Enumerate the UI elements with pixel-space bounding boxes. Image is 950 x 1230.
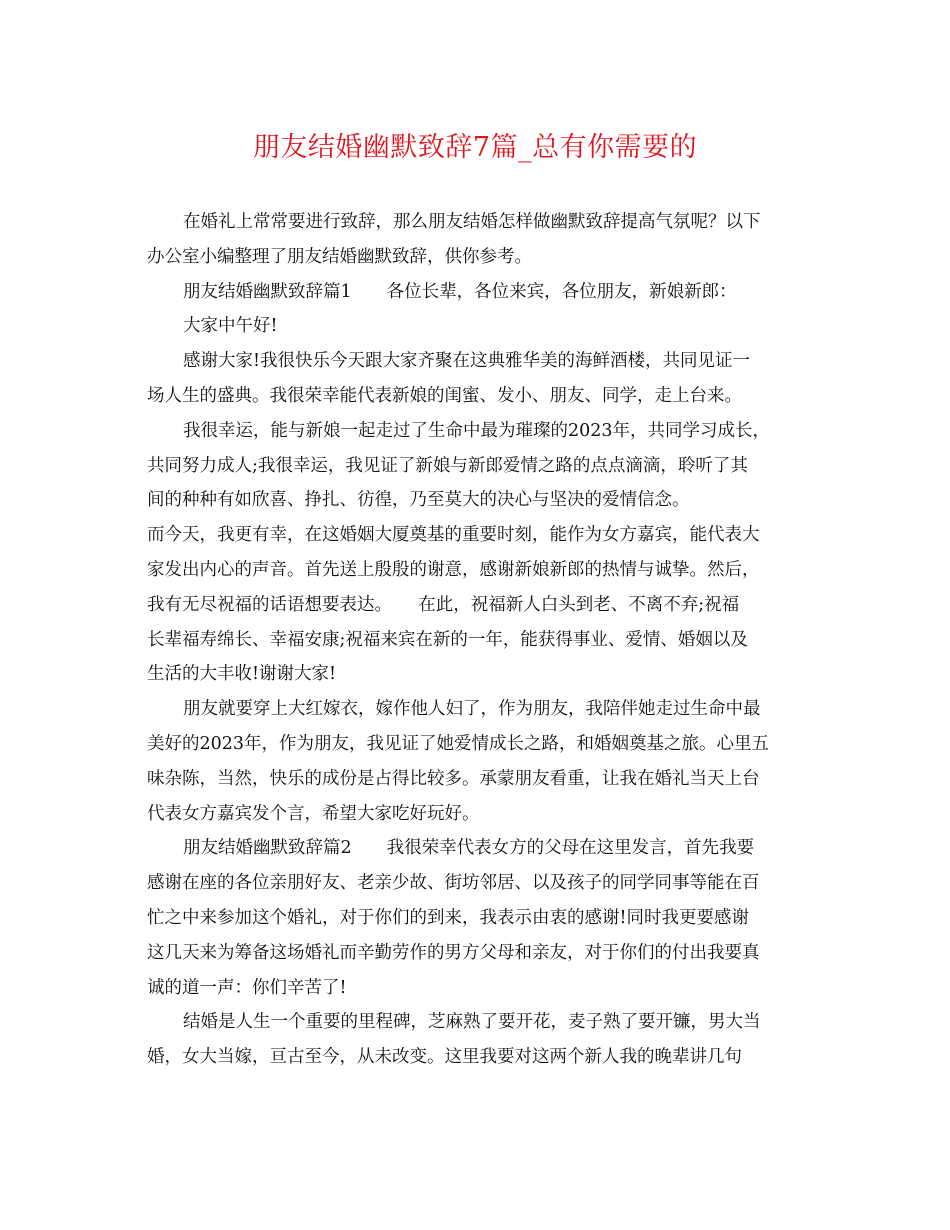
text-line: 味杂陈，当然，快乐的成份是占得比较多。承蒙朋友看重，让我在婚礼当天上台 [147,768,760,789]
text-line: 感谢在座的各位亲朋好友、老亲少故、街坊邻居、以及孩子的同学同事等能在百 [147,873,760,894]
text-line: 共同努力成人;我很幸运，我见证了新娘与新郎爱情之路的点点滴滴，聆听了其 [147,455,748,476]
document-title: 朋友结婚幽默致辞7篇_总有你需要的 [252,132,698,163]
text-line: 代表女方嘉宾发个言，希望大家吃好玩好。 [147,803,480,824]
text-line: 大家中午好! [183,316,278,337]
text-line: 婚，女大当嫁，亘古至今，从未改变。这里我要对这两个新人我的晚辈讲几句 [147,1047,742,1068]
text-line: 长辈福寿绵长、幸福安康;祝福来宾在新的一年，能获得事业、爱情、婚姻以及 [147,629,748,650]
text-line: 场人生的盛典。我很荣幸能代表新娘的闺蜜、发小、朋友、同学，走上台来。 [147,385,742,406]
text-line: 间的种种有如欣喜、挣扎、彷徨，乃至莫大的决心与坚决的爱情信念。 [147,490,690,511]
text-line: 在婚礼上常常要进行致辞，那么朋友结婚怎样做幽默致辞提高气氛呢？以下 [183,212,761,232]
text-line: 诚的道一声：你们辛苦了! [147,977,347,998]
text-line: 这几天来为筹备这场婚礼而辛勤劳作的男方父母和亲友，对于你们的付出我要真 [147,942,760,963]
text-line: 生活的大丰收!谢谢大家! [147,664,337,685]
text-line: 忙之中来参加这个婚礼，对于你们的到来，我表示由衷的感谢!同时我更要感谢 [147,907,750,928]
text-line: 我很幸运，能与新娘一起走过了生命中最为璀璨的2023年，共同学习成长， [183,420,771,441]
text-line: 结婚是人生一个重要的里程碑，芝麻熟了要开花，麦子熟了要开镰，男大当 [183,1012,761,1033]
text-line: 朋友就要穿上大红嫁衣，嫁作他人妇了，作为朋友，我陪伴她走过生命中最 [183,699,761,720]
text-line: 朋友结婚幽默致辞篇2 我很荣幸代表女方的父母在这里发言，首先我要 [183,838,755,859]
text-line: 我有无尽祝福的话语想要表达。 在此，祝福新人白头到老、不离不弃;祝福 [147,594,740,615]
text-line: 办公室小编整理了朋友结婚幽默致辞，供你参考。 [147,246,532,267]
text-line: 美好的2023年，作为朋友，我见证了她爱情成长之路，和婚姻奠基之旅。心里五 [147,733,770,754]
text-line: 而今天，我更有幸，在这婚姻大厦奠基的重要时刻，能作为女方嘉宾，能代表大 [147,525,760,546]
text-line: 感谢大家!我很快乐今天跟大家齐聚在这典雅华美的海鲜酒楼，共同见证一 [183,351,751,372]
text-line: 家发出内心的声音。首先送上殷殷的谢意，感谢新娘新郎的热情与诚挚。然后， [147,559,760,580]
text-line: 朋友结婚幽默致辞篇1 各位长辈，各位来宾，各位朋友，新娘新郎： [183,281,737,302]
document-body [147,205,807,1075]
